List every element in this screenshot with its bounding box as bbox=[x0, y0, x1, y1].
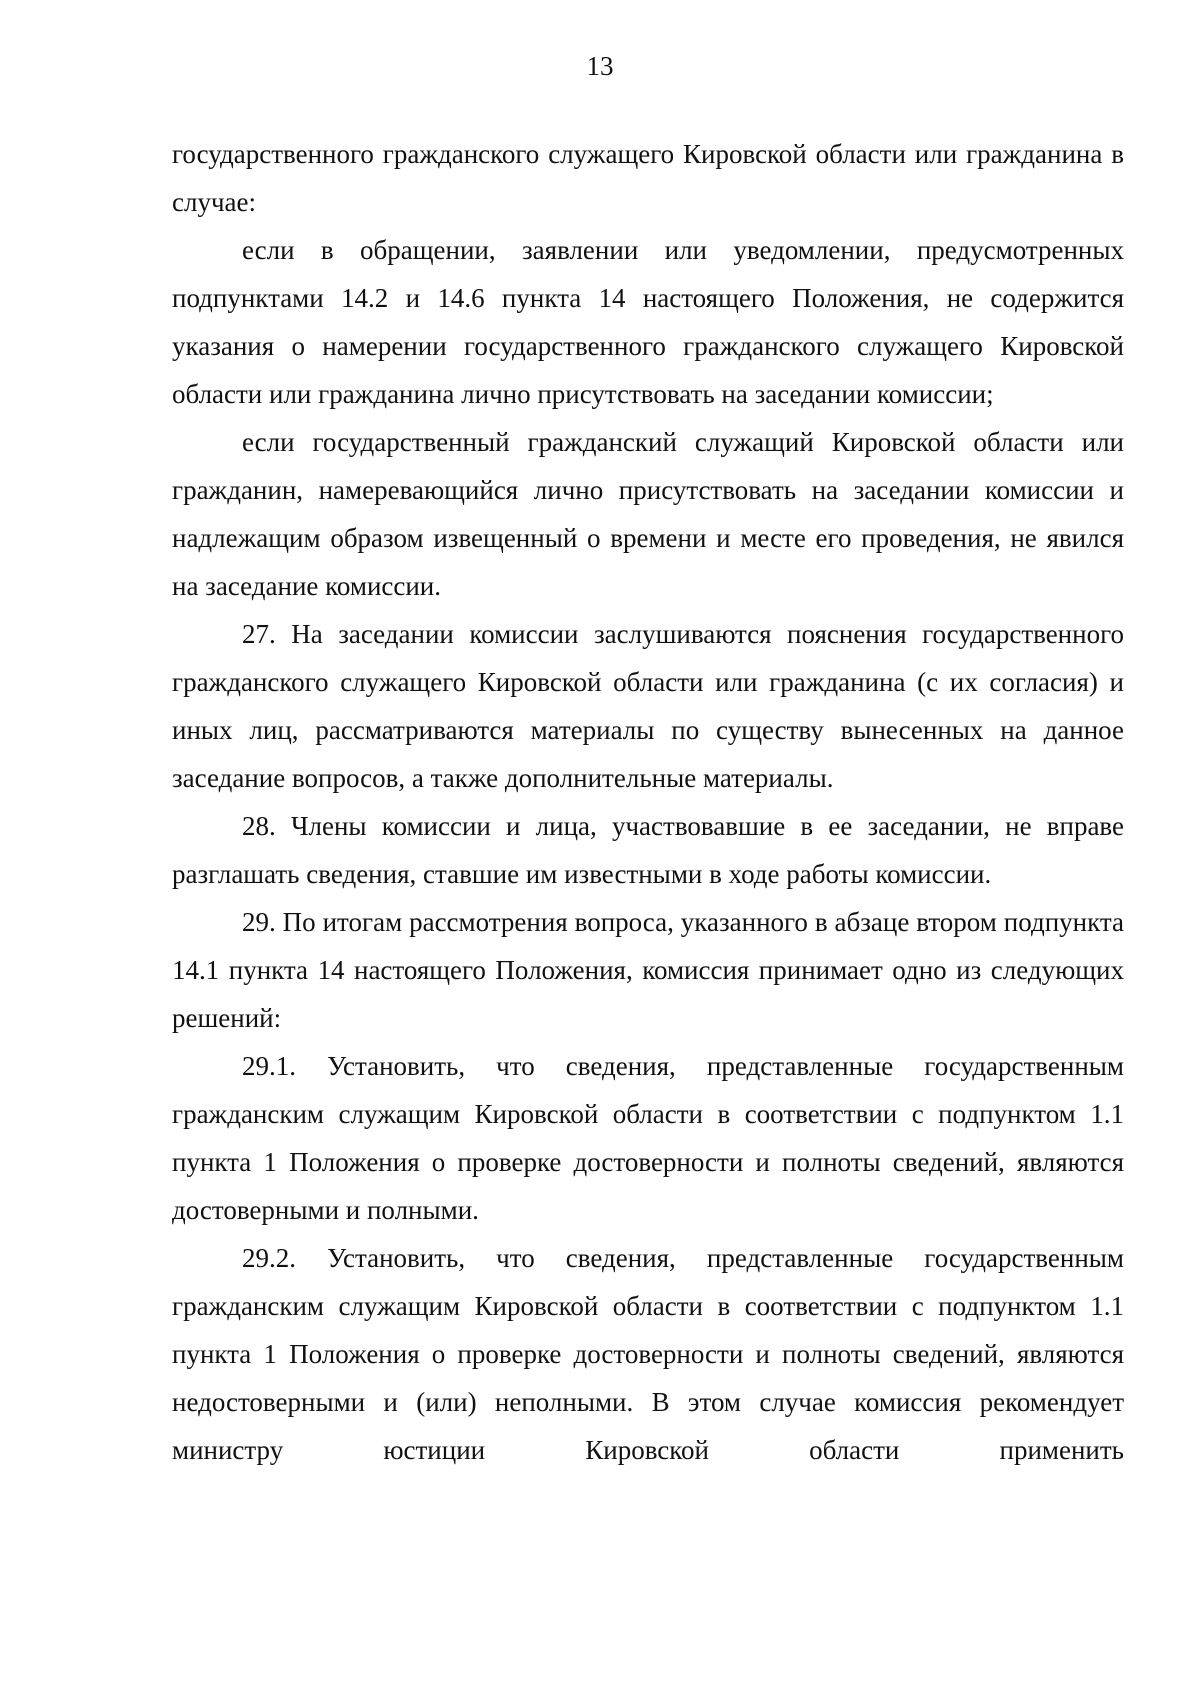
paragraph-27: 27. На заседании комиссии заслушиваются пояснения государственного гражданского служащего Кировской области или гражданина (с их согласия) и иных лиц, рассматриваются материалы по существу вынесенных на данное заседание вопросов, а также дополнительные материалы. bbox=[172, 619, 1124, 793]
paragraph-no-attendance-intent: если в обращении, заявлении или уведомлении, предусмотренных подпунктами 14.2 и 14.6 пункта 14 настоящего Положения, не содержится указания о намерении государственного гражданского служащего Кировской области или гражданина лично присутствовать на заседании комиссии; bbox=[172, 235, 1124, 409]
paragraph-29: 29. По итогам рассмотрения вопроса, указанного в абзаце втором подпункта 14.1 пункта 14 настоящего Положения, комиссия принимает одно из следующих решений: bbox=[172, 907, 1124, 1033]
page-number: 13 bbox=[586, 51, 614, 81]
paragraph-continuation: государственного гражданского служащего Кировской области или гражданина в случае: bbox=[172, 139, 1124, 217]
paragraph-28: 28. Члены комиссии и лица, участвовавшие в ее заседании, не вправе разглашать сведения, ставшие им известными в ходе работы комиссии. bbox=[172, 811, 1124, 889]
paragraph-29-1: 29.1. Установить, что сведения, представленные государственным гражданским служащим Кировской области в соответствии с подпунктом 1.1 пункта 1 Положения о проверке достоверности и полноты сведений, являются достоверными и полными. bbox=[172, 1051, 1124, 1225]
paragraph-29-2: 29.2. Установить, что сведения, представленные государственным гражданским служащим Кировской области в соответствии с подпунктом 1.1 пункта 1 Положения о проверке достоверности и полноты сведений, являются недостоверными и (или) неполными. В этом случае комиссия рекомендует министру юстиции Кировской области применить bbox=[172, 1243, 1124, 1465]
paragraph-failed-to-appear: если государственный гражданский служащий Кировской области или гражданин, намеревающийся лично присутствовать на заседании комиссии и надлежащим образом извещенный о времени и месте его проведения, не явился на заседание комиссии. bbox=[172, 427, 1124, 601]
document-body bbox=[172, 130, 1124, 1474]
